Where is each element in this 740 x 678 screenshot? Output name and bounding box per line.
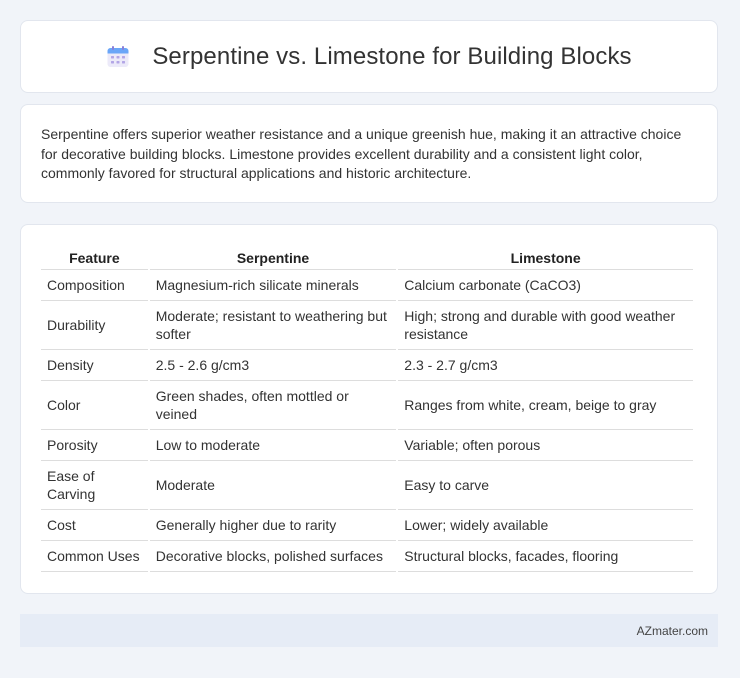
table-row <box>41 541 693 572</box>
footer-brand: AZmater.com <box>636 623 708 638</box>
intro-card <box>20 104 718 203</box>
table-row <box>41 510 693 541</box>
table-row <box>41 270 693 301</box>
cell-feature: Cost <box>41 510 148 541</box>
cell-feature: Color <box>41 381 148 430</box>
cell-serpentine: 2.5 - 2.6 g/cm3 <box>150 350 397 381</box>
table-row <box>41 350 693 381</box>
page-title: Serpentine vs. Limestone for Building Blocks <box>152 42 632 70</box>
table-row <box>41 381 693 430</box>
cell-feature: Ease of Carving <box>41 461 148 510</box>
intro-text: Serpentine offers superior weather resistance and a unique greenish hue, making it an attractive choice for decorative building blocks. Limestone provides excellent durability and a consistent light color, commonly favored for structural applications and historic architecture. <box>41 126 682 181</box>
calendar-icon <box>106 45 130 69</box>
table-row <box>41 430 693 461</box>
cell-limestone: Ranges from white, cream, beige to gray <box>398 381 693 430</box>
cell-serpentine: Decorative blocks, polished surfaces <box>150 541 397 572</box>
table-row <box>41 301 693 350</box>
header-serpentine: Serpentine <box>150 245 397 270</box>
cell-serpentine: Magnesium-rich silicate minerals <box>150 270 397 301</box>
cell-limestone: Variable; often porous <box>398 430 693 461</box>
cell-feature: Durability <box>41 301 148 350</box>
cell-serpentine: Low to moderate <box>150 430 397 461</box>
cell-feature: Composition <box>41 270 148 301</box>
footer <box>20 614 718 647</box>
cell-limestone: High; strong and durable with good weather resistance <box>398 301 693 350</box>
cell-limestone: Easy to carve <box>398 461 693 510</box>
cell-feature: Common Uses <box>41 541 148 572</box>
cell-serpentine: Moderate; resistant to weathering but softer <box>150 301 397 350</box>
cell-limestone: Lower; widely available <box>398 510 693 541</box>
cell-limestone: Calcium carbonate (CaCO3) <box>398 270 693 301</box>
cell-limestone: 2.3 - 2.7 g/cm3 <box>398 350 693 381</box>
comparison-table <box>39 245 695 572</box>
cell-serpentine: Green shades, often mottled or veined <box>150 381 397 430</box>
cell-serpentine: Generally higher due to rarity <box>150 510 397 541</box>
table-row <box>41 461 693 510</box>
header-limestone: Limestone <box>398 245 693 270</box>
cell-serpentine: Moderate <box>150 461 397 510</box>
cell-feature: Porosity <box>41 430 148 461</box>
cell-feature: Density <box>41 350 148 381</box>
table-header-row <box>41 245 693 270</box>
cell-limestone: Structural blocks, facades, flooring <box>398 541 693 572</box>
header-feature: Feature <box>41 245 148 270</box>
comparison-table-card <box>20 224 718 594</box>
title-card <box>20 20 718 93</box>
